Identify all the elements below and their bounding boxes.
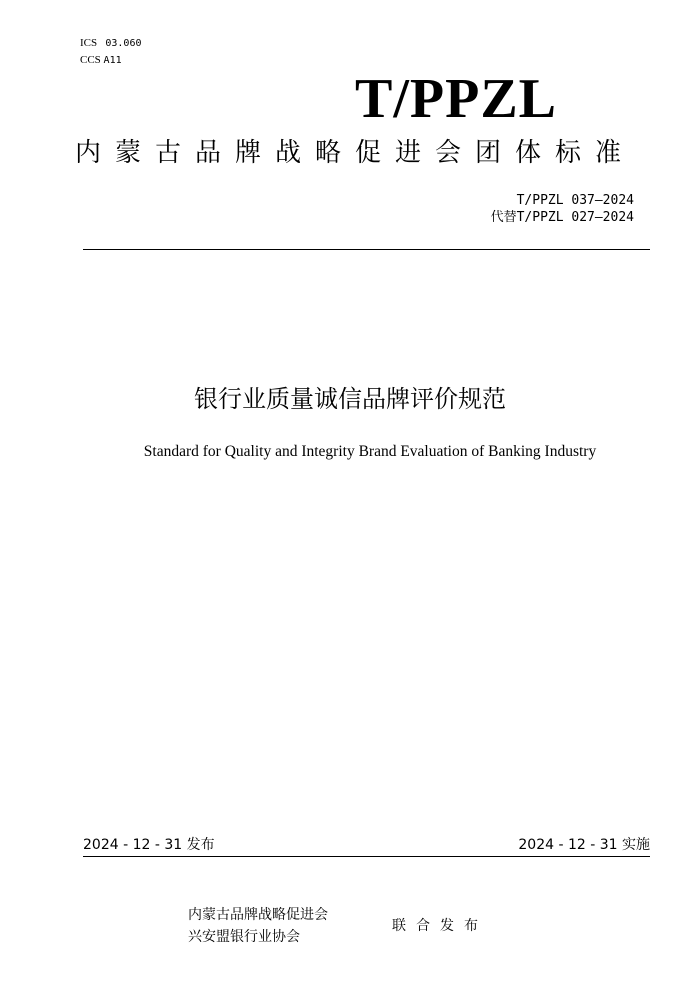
replaces-number: 代替T/PPZL 027—2024 xyxy=(490,210,634,225)
ccs-line xyxy=(80,52,142,69)
org-standard-title: 内蒙古品牌战略促进会团体标准 xyxy=(75,138,636,168)
document-title-cn: 银行业质量诚信品牌评价规范 xyxy=(194,385,506,413)
standard-number-block xyxy=(491,192,634,226)
ccs-label: CCS xyxy=(80,54,101,66)
footer-divider xyxy=(83,856,650,857)
issuer-item: 兴安盟银行业协会 xyxy=(188,929,300,945)
ccs-code: A11 xyxy=(103,55,122,66)
standard-logo: T/PPZL xyxy=(355,68,558,130)
classification-codes xyxy=(80,35,142,69)
joint-release-label: 联合发布 xyxy=(392,918,488,934)
header-divider xyxy=(83,249,650,250)
ics-label: ICS xyxy=(80,37,98,49)
ics-line xyxy=(80,35,142,52)
standard-number: T/PPZL 037—2024 xyxy=(516,193,634,208)
publish-date: 2024 - 12 - 31 发布 xyxy=(83,837,215,853)
ics-code: 03.060 xyxy=(105,38,142,49)
implement-date: 2024 - 12 - 31 实施 xyxy=(518,837,650,853)
document-title-en: Standard for Quality and Integrity Brand Evaluation of Banking Industry xyxy=(143,443,597,460)
issuer-list xyxy=(188,904,328,948)
issuer-item: 内蒙古品牌战略促进会 xyxy=(188,907,328,923)
